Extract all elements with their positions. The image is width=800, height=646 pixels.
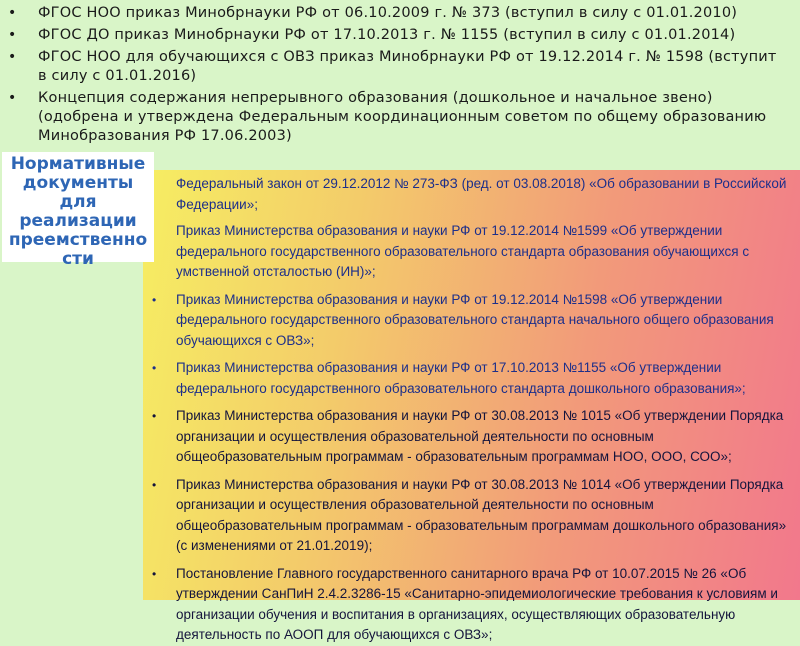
document-item [143, 290, 794, 352]
title-line: Нормативные [10, 154, 146, 174]
document-text: Приказ Министерства образования и науки РФ от 19.12.2014 №1599 «Об утверждении федерального государственного образовательного стандарта образования обучающихся с умственной отсталостью (ИН)»; [176, 223, 750, 279]
document-text: Приказ Министерства образования и науки РФ от 19.12.2014 №1598 «Об утверждении федерального государственного образовательного стандарта начального общего образования обучающихся с ОВЗ»; [176, 291, 774, 348]
document-text: Федеральный закон от 29.12.2012 № 273-ФЗ (ред. от 03.08.2018) «Об образовании в Российской Федерации»; [176, 176, 787, 212]
title-line: документы [22, 173, 134, 193]
document-item [143, 221, 794, 283]
document-item [143, 358, 794, 399]
top-list-item [8, 4, 790, 23]
top-item-text: Концепция содержания непрерывного образования (дошкольное и начальное звено) (одобрена и утверждена Федеральным координационным советом по общему образованию Минобразования РФ 17.06.2003) [38, 90, 767, 144]
document-text: Приказ Министерства образования и науки РФ от 30.08.2013 № 1014 «Об утверждении Порядка организации и осуществления образовательной деятельности по основным общеобразовательным программам - образовательным программам дошкольного образования» (с изменениями от 21.01.2019); [176, 476, 787, 553]
top-list-item [8, 26, 790, 45]
document-text: Приказ Министерства образования и науки РФ от 30.08.2013 № 1015 «Об утверждении Порядка организации и осуществления образовательной деятельности по основным общеобразовательным программам - образовательным программам НОО, ООО, СОО»; [176, 408, 784, 464]
bullet-icon: • [152, 477, 157, 492]
title-line: преемственно [8, 230, 148, 250]
bullet-icon: • [8, 27, 17, 43]
bullet-icon: • [152, 292, 157, 307]
document-text: Постановление Главного государственного санитарного врача РФ от 10.07.2015 № 26 «Об утверждении СанПиН 2.4.2.3286-15 «Санитарно-эпидемиологические требования к условиям и организации обучения и воспитания в организациях, осуществляющих образовательную деятельность по АООП для обучающихся с ОВЗ»; [176, 565, 778, 642]
documents-list [143, 170, 800, 646]
bullet-icon: • [152, 409, 157, 423]
document-item [143, 475, 794, 557]
document-item [143, 174, 794, 215]
title-line: реализации [19, 211, 137, 231]
top-item-text: ФГОС НОО приказ Минобрнауки РФ от 06.10.2009 г. № 373 (вступил в силу с 01.01.2010) [38, 5, 738, 21]
bullet-icon: • [152, 361, 157, 375]
top-list-item [8, 89, 790, 146]
top-item-text: ФГОС ДО приказ Минобрнауки РФ от 17.10.2013 г. № 1155 (вступил в силу с 01.01.2014) [38, 27, 736, 43]
documents-panel [143, 170, 800, 642]
document-text: Приказ Министерства образования и науки РФ от 17.10.2013 №1155 «Об утверждении федерального государственного образовательного стандарта дошкольного образования»; [176, 360, 746, 396]
slide-title [2, 152, 154, 269]
document-item [143, 564, 794, 646]
title-line: для [59, 192, 97, 212]
top-bullet-list [0, 0, 800, 149]
bullet-icon: • [8, 5, 17, 21]
title-line: сти [62, 249, 94, 269]
top-list-item [8, 48, 790, 86]
bullet-icon: • [8, 90, 17, 106]
document-item [143, 406, 794, 468]
top-item-text: ФГОС НОО для обучающихся с ОВЗ приказ Минобрнауки РФ от 19.12.2014 г. № 1598 (вступит в силу с 01.01.2016) [38, 49, 777, 84]
bullet-icon: • [152, 566, 157, 581]
bullet-icon: • [8, 49, 17, 65]
